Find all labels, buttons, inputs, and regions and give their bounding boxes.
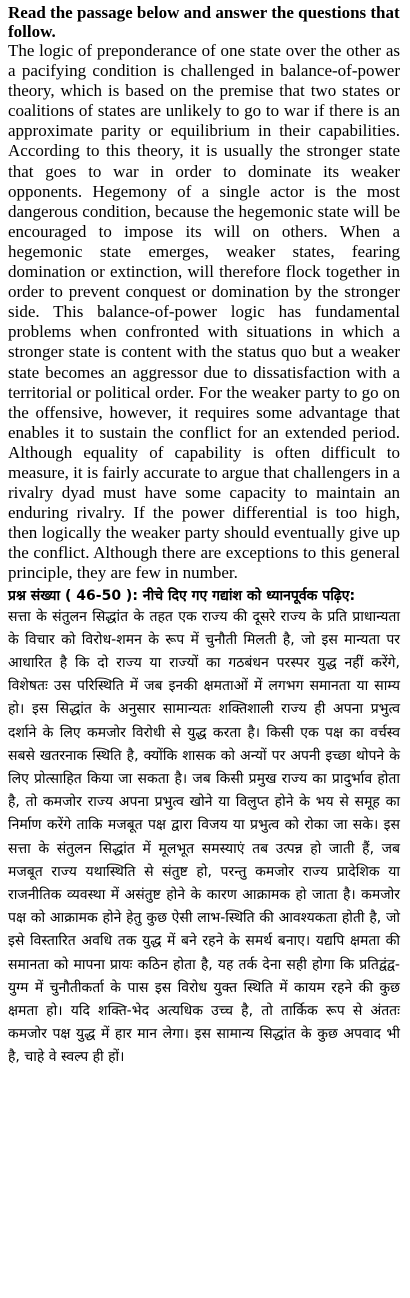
english-instruction-heading: Read the passage below and answer the questions that follow.	[8, 3, 400, 41]
english-passage: The logic of preponderance of one state over the other as a pacifying condition is challenged in balance-of-power theory, which is based on the premise that two states or coalitions of states are unlikely to go to war if there is an approximate parity or equilibrium in their capabilities. According to this theory, it is usually the stronger state that goes to war in order to dominate its weaker opponents. Hegemony of a single actor is the most dangerous condition, because the hegemonic state will be encouraged to impose its will on others. When a hegemonic state emerges, weaker states, fearing domination or extinction, will therefore flock together in order to prevent conquest or domination by the stronger side. This balance-of-power logic has fundamental problems when confronted with situations in which a stronger state is content with the status quo but a weaker state becomes an aggressor due to dissatisfaction with a territorial or political order. For the weaker party to go on the offensive, however, it requires some advantage that enables it to sustain the conflict for an extended period. Although equality of capability is often difficult to measure, it is fairly accurate to argue that challengers in a rivalry dyad must have some capacity to maintain an enduring rivalry. If the power differential is too high, then logically the weaker party should eventually give up the conflict. Although there are exceptions to this general principle, they are few in number.	[8, 41, 400, 583]
hindi-passage: सत्ता के संतुलन सिद्धांत के तहत एक राज्य की दूसरे राज्य के प्रति प्राधान्यता के विचार को विरोध-शमन के रूप में चुनौती मिलती है, जो इस मान्यता पर आधारित है कि दो राज्य या राज्यों का गठबंधन परस्पर युद्ध नहीं करेंगे, विशेषतः उस परिस्थिति में जब इनकी क्षमताओं में लगभग समानता या साम्य हो। इस सिद्धांत के अनुसार सामान्यतः शक्तिशाली राज्य ही अपना प्रभुत्व दर्शाने के लिए कमजोर विरोधी से युद्ध करता है। किसी एक पक्ष का वर्चस्व सबसे खतरनाक स्थिति है, क्योंकि शासक को अन्यों पर अपनी इच्छा थोपने के लिए प्रोत्साहित किया जा सकता है। जब किसी प्रमुख राज्य का प्रादुर्भाव होता है, तो कमजोर राज्य अपना प्रभुत्व खोने या विलुप्त होने के भय से समूह का निर्माण करेंगे ताकि मजबूत पक्ष द्वारा विजय या प्रभुत्व को रोका जा सके। इस सत्ता के संतुलन सिद्धांत में मूलभूत समस्याएं तब उत्पन्न हो जाती हैं, जब मजबूत राज्य यथास्थिति से संतुष्ट हो, परन्तु कमजोर राज्य प्रादेशिक या राजनीतिक व्यवस्था में असंतुष्ट होने के कारण आक्रामक हो जाता है। कमजोर पक्ष को आक्रामक होने हेतु कुछ ऐसी लाभ-स्थिति की आवश्यकता होती है, जो इसे विस्तारित अवधि तक युद्ध में बने रहने के समर्थ बनाए। यद्यपि क्षमता की समानता को मापना प्रायः कठिन होता है, यह तर्क देना सही होगा कि प्रतिद्वंद्व-युग्म में चुनौतीकर्ता के पास इस विरोध युक्त स्थिति में कायम रहने की कुछ क्षमता हो। यदि शक्ति-भेद अत्यधिक उच्च है, तो तार्किक रूप से अंततः कमजोर पक्ष युद्ध में हार मान लेगा। इस सामान्य सिद्धांत के कुछ अपवाद भी है, चाहे वे स्वल्प ही हों।	[8, 608, 400, 1066]
hindi-instruction-heading: प्रश्न संख्या ( 46-50 ): नीचे दिए गए गद्यांश को ध्यानपूर्वक पढ़िए:	[8, 587, 356, 604]
